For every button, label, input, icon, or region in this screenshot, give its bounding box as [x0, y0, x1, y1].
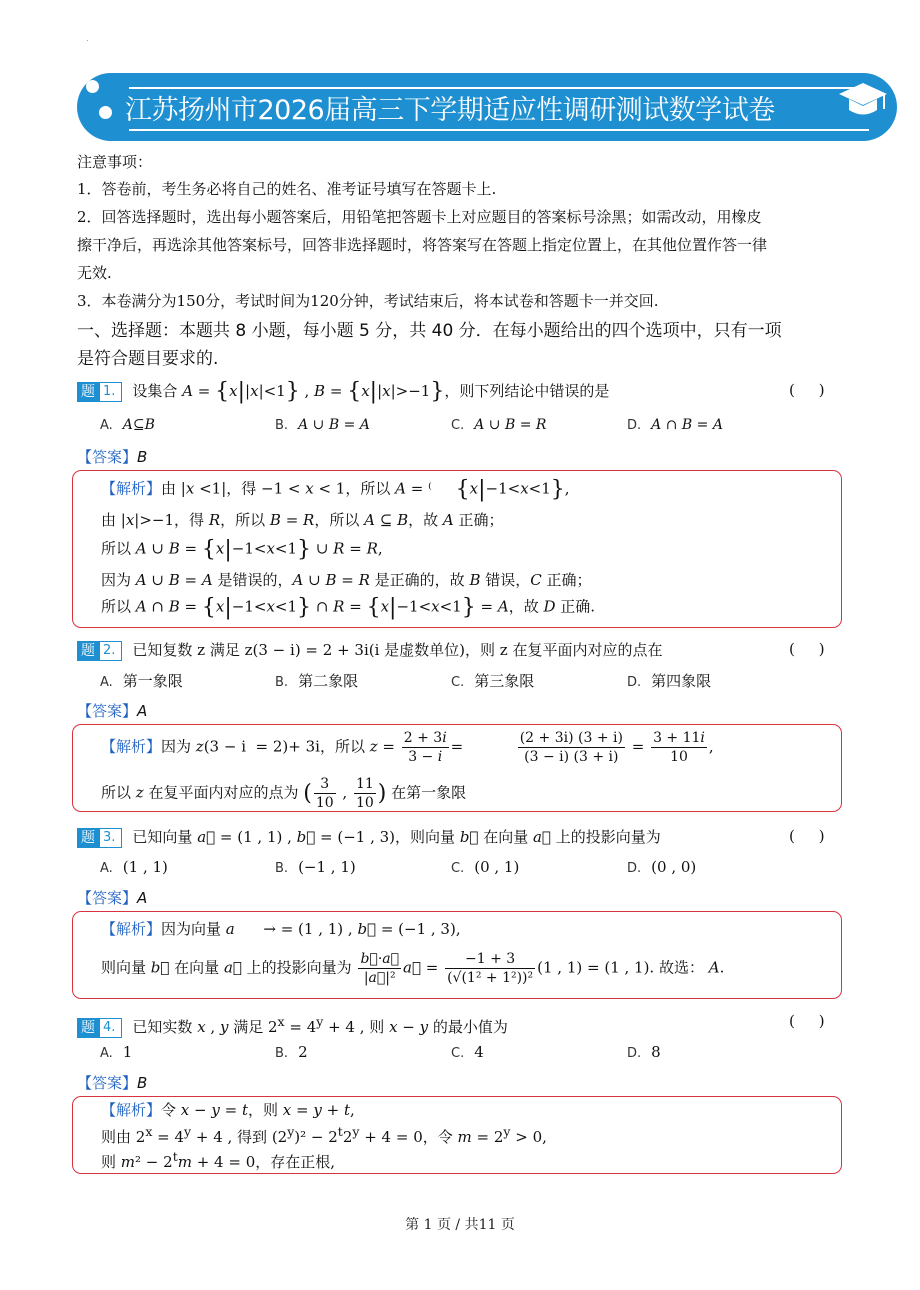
answer-blank: ( )	[789, 827, 825, 845]
section-heading: 一、选择题：本题共 8 小题，每小题 5 分，共 40 分．在每小题给出的四个选项中，只有一项	[77, 321, 782, 341]
question-3-stem: 题 3. 已知向量 a⃗ = (1 , 1) , b⃗ = (−1 , 3)，则向量 b⃗ 在向量 a⃗ 上的投影向量为	[77, 826, 661, 848]
notice-item: 3．本卷满分为150分，考试时间为120分钟，考试结束后，将本试卷和答题卡一并交回.	[77, 292, 659, 310]
option-b[interactable]: B. A ∪ B = A	[275, 417, 370, 433]
answer-line: 【答案】A	[77, 889, 148, 907]
notice-item: 无效.	[77, 264, 112, 282]
option-a[interactable]: A. A⊆B	[100, 417, 155, 433]
question-tag: 题	[77, 828, 100, 848]
question-tag: 题	[77, 382, 100, 402]
question-number: 4.	[100, 1018, 122, 1038]
option-d[interactable]: D. 第四象限	[627, 672, 712, 690]
banner-dot	[86, 80, 99, 93]
page-footer: 第 1 页 / 共11 页	[405, 1217, 515, 1233]
page-title: 江苏扬州市2026届高三下学期适应性调研测试数学试卷	[125, 95, 775, 126]
option-a[interactable]: A. (1 , 1)	[100, 858, 168, 876]
section-heading-cont: 是符合题目要求的.	[77, 349, 219, 369]
option-a[interactable]: A. 第一象限	[100, 672, 183, 690]
analysis-line: 则向量 b⃗ 在向量 a⃗ 上的投影向量为 $\frac{b⃗\cdot a⃗}{\text{|a⃗|²}}$ a⃗ = $\frac{-1 + 3}{\text{(√(1² + 1²))²}}$ (1 , 1) = (1 , 1). 故选： A.	[101, 951, 725, 986]
analysis-line: 【解析】因为 z(3 − i = 2)+ 3i，所以 z = $\frac{2 + 3i}{3 - i}$ = $\frac{(2 + 3i) (3 + i)}{(3 - i) (3 + i)}$ = $\frac{3 + 11i}{10}$ ,	[101, 730, 714, 765]
title-banner	[77, 73, 897, 141]
analysis-line: 则 $m^2 - 2^tm + 4 = 0$，存在正根,	[101, 1149, 336, 1171]
answer-blank: ( )	[789, 640, 825, 658]
answer-line: 【答案】B	[77, 448, 148, 466]
notice-item: 1．答卷前，考生务必将自己的姓名、准考证号填写在答题卡上.	[77, 180, 497, 198]
option-c[interactable]: C. 第三象限	[451, 672, 535, 690]
analysis-box-4	[72, 1096, 842, 1174]
question-tag: 题	[77, 641, 100, 661]
question-number: 3.	[100, 828, 122, 848]
analysis-line: 因为 A ∪ B = A 是错误的，A ∪ B = R 是正确的，故 B 错误，C 正确；	[101, 571, 592, 589]
question-4-stem: 题 4. 已知实数 x , y 满足 $2^x = 4^y + 4$ , 则 x − y 的最小值为	[77, 1011, 508, 1038]
analysis-line: 所以 A ∩ B = {x|−1<x<1} ∩ R = {x|−1<x<1} = A，故 D 正确.	[101, 595, 596, 620]
answer-line: 【答案】B	[77, 1074, 148, 1092]
analysis-box-3	[72, 911, 842, 999]
option-c[interactable]: C. A ∪ B = R	[451, 417, 547, 433]
question-2-stem: 题 2. 已知复数 z 满足 z(3 − i) = 2 + 3i(i 是虚数单位)，则 z 在复平面内对应的点在	[77, 639, 662, 661]
answer-blank: ( )	[789, 381, 825, 399]
page-mark: ·	[86, 36, 89, 45]
analysis-box-2	[72, 724, 842, 812]
analysis-box-1	[72, 470, 842, 628]
option-a[interactable]: A. 1	[100, 1043, 133, 1061]
banner-rule-bottom	[129, 129, 869, 131]
answer-line: 【答案】A	[77, 702, 148, 720]
analysis-line: 【解析】令 x − y = t，则 x = y + t,	[101, 1101, 355, 1119]
option-d[interactable]: D. (0 , 0)	[627, 858, 697, 876]
notice-heading: 注意事项：	[77, 153, 153, 171]
question-number: 1.	[100, 382, 122, 402]
answer-blank: ( )	[789, 1012, 825, 1030]
option-d[interactable]: D. 8	[627, 1043, 661, 1061]
option-b[interactable]: B. (−1 , 1)	[275, 858, 356, 876]
option-b[interactable]: B. 2	[275, 1043, 308, 1061]
question-number: 2.	[100, 641, 122, 661]
analysis-line: 【解析】因为向量 a → = (1 , 1) , b⃗ = (−1 , 3),	[101, 920, 461, 938]
notice-item: 擦干净后，再选涂其他答案标号，回答非选择题时，将答案写在答题上指定位置上，在其他位置作答一律	[77, 236, 768, 254]
question-1-stem: 题 1. 设集合 A = {x||x|<1} , B = {x||x|>−1}，则下列结论中错误的是	[77, 378, 609, 405]
option-b[interactable]: B. 第二象限	[275, 672, 359, 690]
option-d[interactable]: D. A ∩ B = A	[627, 417, 723, 433]
analysis-line: 所以 z 在复平面内对应的点为 ( $\frac{3}{10}$ , $\frac{11}{10}$ ) 在第一象限	[101, 776, 467, 811]
option-c[interactable]: C. (0 , 1)	[451, 858, 520, 876]
option-c[interactable]: C. 4	[451, 1043, 484, 1061]
graduation-cap-icon	[837, 79, 889, 125]
question-tag: 题	[77, 1018, 100, 1038]
notice-item: 2．回答选择题时，选出每小题答案后，用铅笔把答题卡上对应题目的答案标号涂黑；如需改动，用橡皮	[77, 208, 762, 226]
banner-dot	[99, 106, 112, 119]
analysis-line: 【解析】由 |x <1|，得 −1 < x < 1，所以 A = ⁽ {x|−1<x<1},	[101, 477, 570, 502]
analysis-line: 所以 A ∪ B = {x|−1<x<1} ∪ R = R,	[101, 537, 383, 562]
analysis-line: 由 |x|>−1，得 R，所以 B = R，所以 A ⊆ B，故 A 正确；	[101, 511, 504, 529]
analysis-line: 则由 $2^x = 4^y + 4$ , 得到 $(2^y)^2 - 2^t2^y + 4 = 0$，令 $m = 2^y > 0$,	[101, 1124, 547, 1146]
